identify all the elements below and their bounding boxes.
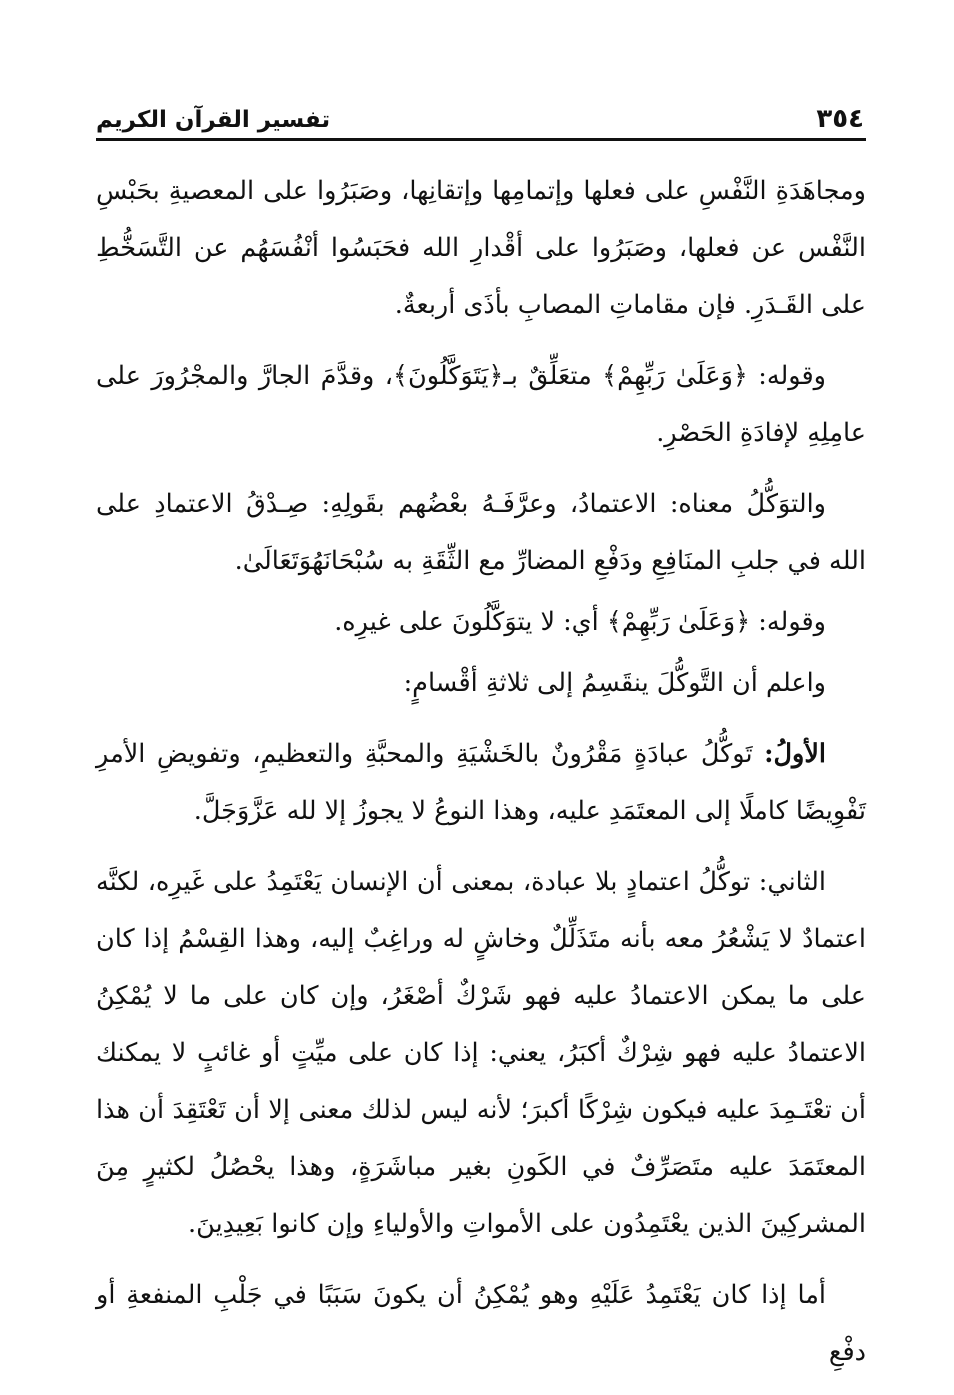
- book-page: [96, 88, 866, 1395]
- first-category-text: تَوكُّلُ عبادَةٍ مَقْرُونٌ بالخَشْيَةِ والمحبَّةِ والتعظيمِ، وتفويضِ الأمرِ تَفْوِيضًا كاملًا إلى المعتَمَدِ عليه، وهذا النوعُ لا يجوزُ إلا لله عَزَّوَجَلَّ.: [96, 739, 866, 826]
- page-body: [96, 163, 866, 1381]
- paragraph: وقوله: ﴿وَعَلَىٰ رَبِّهِمْ﴾ أي: لا يتوَكَّلُونَ على غيرِه.: [334, 607, 826, 637]
- paragraph-first-category: [96, 726, 866, 840]
- paragraph-second-category: [96, 854, 866, 1253]
- paragraph: واعلم أن التَّوكُّلَ ينقَسِمُ إلى ثلاثةِ أقْسامٍ:: [403, 668, 826, 698]
- page-header: [96, 88, 866, 141]
- second-category-text: توكُّلُ اعتمادٍ بلا عبادة، بمعنى أن الإنسان يَعْتَمِدُ على غَيرِه، لكنَّه اعتمادٌ لا يَشْعُرُ معه بأنه متَذَلِّلٌ وخاشٍ له وراغِبٌ إليه، وهذا القِسْمُ إذا كان على ما يمكن الاعتمادُ عليه فهو شَرْكٌ أصْغَرُ، وإن كان على ما لا يُمْكِنُ الاعتمادُ عليه فهو شِرْكٌ أكبَرُ، يعني: إذا كان على ميِّتٍ أو غائبٍ لا يمكنك أن تعْتَـمِدَ عليه فيكون شِرْكًا أكبرَ؛ لأنه ليس لذلك معنى إلا أن تَعْتَقِدَ أن هذا المعتَمَدَ عليه متَصَرِّفٌ في الكَونِ بغير مباشَرَةٍ، وهذا يحْصُلُ لكثيرٍ مِنَ المشركِينَ الذين يعْتَمِدُون على الأمواتِ والأولياءِ وإن كانوا بَعِيدِينَ.: [96, 867, 866, 1239]
- paragraph: والتوَكُّلُ معناه: الاعتمادُ، وعرَّفَـهُ بعْضُهم بقَولِهِ: صِـدْقُ الاعتمادِ على الله في جلبِ المنَافِعِ ودَفْعِ المضارِّ مع الثِّقَةِ به سُبْحَانَهُوَتَعَالَىٰ.: [96, 489, 866, 576]
- first-category-lead: الأولُ:: [764, 739, 826, 769]
- paragraph: ومجاهَدَةِ النَّفْسِ على فعلها وإتمامِها وإتقانِها، وصَبَرُوا على المعصيةِ بحَبْسِ النَّفْس عن فعلها، وصَبَرُوا على أقْدارِ الله فحَبَسُوا أنْفُسَهُم عن التَّسَخُّطِ على القَـدَرِ. فإن مقاماتِ المصابِ بأذَى أربعةٌ.: [96, 176, 866, 320]
- paragraph: أما إذا كان يَعْتَمِدُ عَلَيْهِ وهو يُمْكِنُ أن يكونَ سَبَبًا في جَلْبِ المنفعةِ أو دفْعِ: [96, 1280, 866, 1367]
- second-category-lead: الثاني:: [758, 867, 826, 897]
- paragraph: وقوله: ﴿وَعَلَىٰ رَبِّهِمْ﴾ متعَلِّقٌ بـ﴿يَتَوَكَّلُونَ﴾، وقدَّمَ الجارَّ والمجْرُورَ على عامِلِهِ لإفادَةِ الحَصْرِ.: [96, 361, 866, 448]
- page-number: ٣٥٤: [816, 104, 864, 134]
- book-title: تفسير القرآن الكريم: [96, 107, 331, 133]
